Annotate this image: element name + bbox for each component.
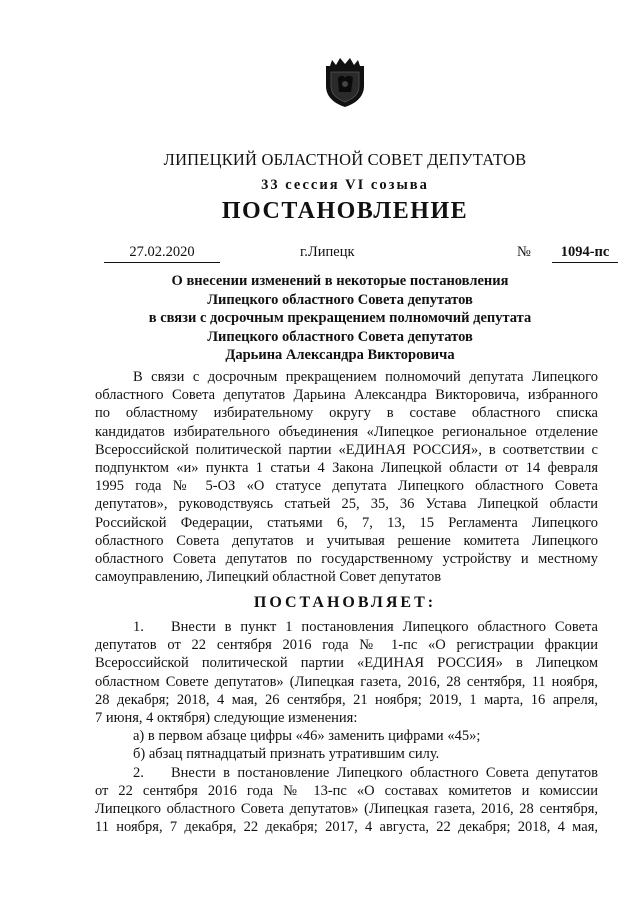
coat-of-arms-icon: [322, 56, 368, 108]
text-line: кандидатов избирательного объединения «Липецкое региональное отделение: [95, 423, 598, 440]
text-line: Всероссийской политической партии «ЕДИНАЯ РОССИЯ», в соответствии с: [95, 441, 598, 458]
text-line: 11 ноября, 7 декабря, 22 декабря; 2017, 4 августа, 22 декабря; 2018, 4 мая,: [95, 819, 598, 836]
document-city: г.Липецк: [300, 244, 355, 260]
document-date: 27.02.2020: [104, 244, 220, 263]
subject-line: О внесении изменений в некоторые постановления: [171, 273, 509, 289]
text-line: областного Совета депутатов и учитывая решение комитета Липецкого: [95, 532, 598, 549]
text-line: по областному избирательному округу в составе областного списка: [95, 405, 598, 422]
item-1-number: 1.: [133, 619, 144, 635]
decree-items: [95, 618, 598, 836]
subject-line: Дарьина Александра Викторовича: [225, 347, 455, 364]
subject-line: Липецкого областного Совета депутатов: [207, 328, 473, 345]
item-1-first-line: [95, 618, 598, 636]
document-subject: [100, 272, 580, 365]
text-line: областном Совете депутатов» (Липецкая газета, 2016, 28 сентября, 11 ноября,: [95, 673, 598, 690]
text-line: областного Совета депутатов Дарьина Александра Викторовича, избранного: [95, 387, 598, 404]
text-line: депутатов от 22 сентября 2016 года № 1-пс «О регистрации фракции: [95, 637, 598, 654]
text-line: 1995 года № 5-ОЗ «О статусе депутата Липецкого областного Совета: [95, 478, 598, 495]
decree-heading: ПОСТАНОВЛЯЕТ:: [253, 594, 437, 611]
text-line: В связи с досрочным прекращением полномочий депутата Липецкого: [133, 369, 598, 385]
organization-name: ЛИПЕЦКИЙ ОБЛАСТНОЙ СОВЕТ ДЕПУТАТОВ: [163, 150, 527, 169]
text-line: Внести в постановление Липецкого областного Совета депутатов: [171, 764, 598, 781]
number-sign: №: [517, 244, 531, 260]
sub-item-a: а) в первом абзаце цифры «46» заменить цифрами «45»;: [133, 728, 481, 745]
document-number: 1094-пс: [552, 244, 618, 263]
subject-line: Липецкого областного Совета депутатов: [207, 291, 473, 308]
text-line: Всероссийской политической партии «ЕДИНАЯ РОССИЯ» в Липецком: [95, 655, 598, 672]
preamble-paragraph: [95, 368, 598, 586]
text-line: депутатов», руководствуясь статьей 25, 35, 36 Устава Липецкой области: [95, 496, 598, 513]
text-line: подпунктом «и» пункта 1 статьи 4 Закона Липецкой области от 14 февраля: [95, 460, 598, 477]
item-2-first-line: [95, 764, 598, 782]
text-line: 28 декабря; 2018, 4 мая, 26 сентября, 21 ноября; 2019, 1 марта, 16 апреля,: [95, 691, 598, 708]
session-label: 33 сессия VI созыва: [261, 177, 429, 193]
sub-item-b: б) абзац пятнадцатый признать утратившим силу.: [133, 746, 440, 763]
text-line: Липецкого областного Совета депутатов» (Липецкая газета, 2016, 28 сентября,: [95, 801, 598, 818]
document-title: ПОСТАНОВЛЕНИЕ: [221, 198, 469, 224]
text-line: областного Совета депутатов по государственному устройству и местному: [95, 551, 598, 568]
text-line: самоуправлению, Липецкий областной Совет депутатов: [95, 569, 442, 586]
text-line: 7 июня, 4 октября) следующие изменения:: [95, 710, 358, 727]
text-line: Российской Федерации, статьями 6, 7, 13, 15 Регламента Липецкого: [95, 514, 598, 531]
text-line: от 22 сентября 2016 года № 13-пс «О составах комитетов и комиссии: [95, 782, 598, 799]
text-line: Внести в пункт 1 постановления Липецкого областного Совета: [171, 619, 598, 635]
subject-line: в связи с досрочным прекращением полномочий депутата: [148, 310, 532, 327]
item-2-number: 2.: [133, 764, 144, 781]
